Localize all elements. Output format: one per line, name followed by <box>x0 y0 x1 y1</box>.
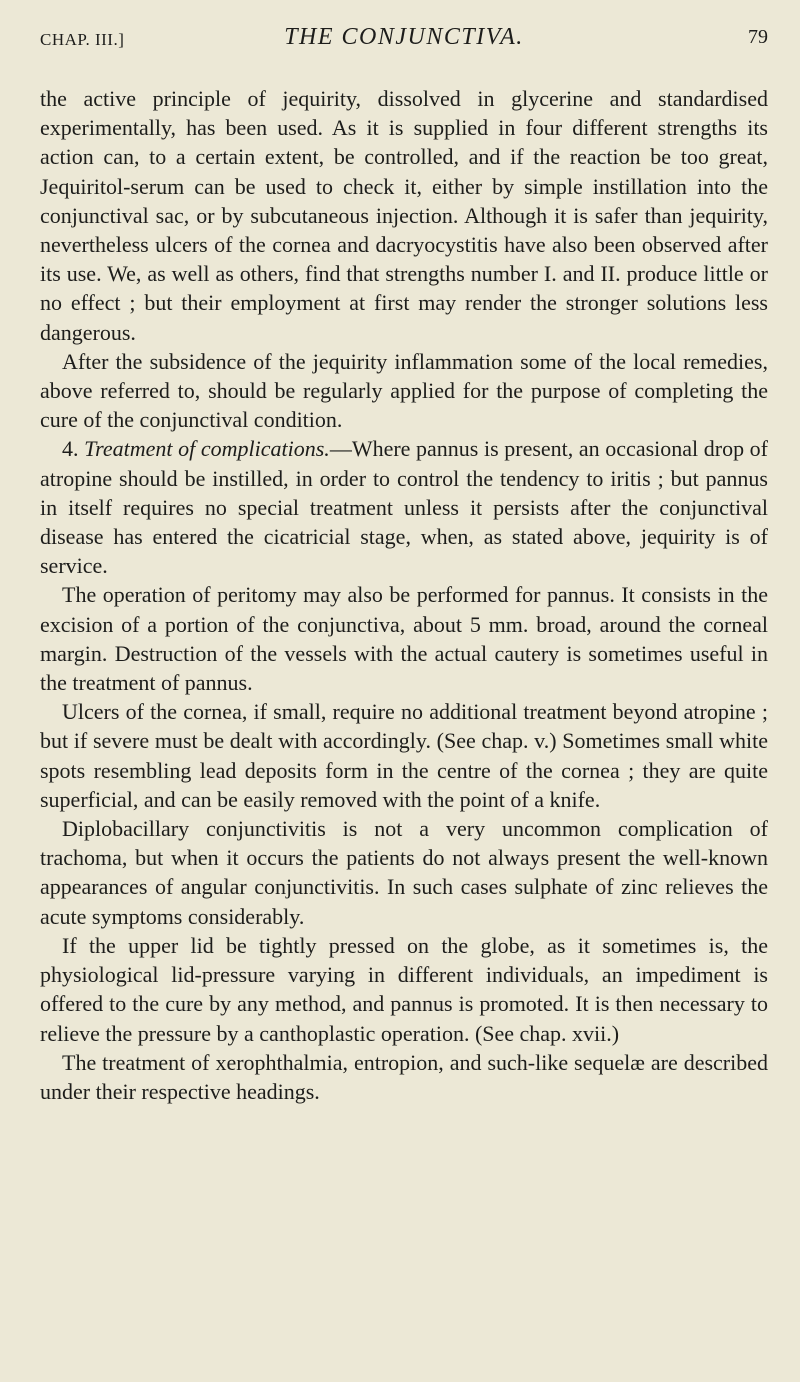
section-number: 4. <box>62 436 85 462</box>
section-text: —Where pannus is present, an occasional drop of atropine should be instilled, in order to control the tendency to iritis ; but pannus in itself requires no special treatment unless it persists after the conjunctival disease has entered the cicatricial stage, when, as stated above, jequirity is of service. <box>40 436 769 579</box>
chapter-label: CHAP. III.] <box>40 30 125 49</box>
paragraph: After the subsidence of the jequirity inflammation some of the local remedies, above referred to, should be regularly applied for the purpose of completing the cure of the conjunctival condition. <box>40 348 768 433</box>
section-heading: Treatment of complications. <box>84 436 330 462</box>
paragraph: Diplobacillary conjunctivitis is not a very uncommon complication of trachoma, but when it occurs the patients do not always present the well-known appearances of angular conjunctivitis. In such cases sulphate of zinc relieves the acute symptoms considerably. <box>40 816 768 929</box>
paragraph-continued: the active principle of jequirity, dissolved in glycerine and standardised experimentally, has been used. As it is supplied in four different strengths its action can, to a certain extent, be controlled, and if the reaction be too great, Jequiritol-serum can be used to check it, either by simple instillation into the conjunctival sac, or by subcutaneous injection. Although it is safer than jequirity, nevertheless ulcers of the cornea and dacryocystitis have also been observed after its use. We, as well as others, find that strengths number I. and II. produce little or no effect ; but their employment at first may render the stronger solutions less dangerous. <box>40 86 768 345</box>
paragraph: If the upper lid be tightly pressed on the globe, as it sometimes is, the physiological lid-pressure varying in different individuals, an impediment is offered to the cure by any method, and pannus is promoted. It is then necessary to relieve the pressure by a canthoplastic operation. (See chap. xvii.) <box>40 932 768 1046</box>
body-text <box>40 84 768 1106</box>
paragraph: Ulcers of the cornea, if small, require no additional treatment beyond atropine ; but if severe must be dealt with accordingly. (See chap. v.) Sometimes small white spots resembling lead deposits form in the centre of the cornea ; they are quite superficial, and can be easily removed with the point of a knife. <box>40 699 768 812</box>
page-title: THE CONJUNCTIVA. <box>284 24 524 50</box>
paragraph-complications <box>40 434 768 580</box>
paragraph: The treatment of xerophthalmia, entropion, and such-like sequelæ are described under their respective headings. <box>40 1049 768 1104</box>
page-number: 79 <box>748 26 768 48</box>
paragraph: The operation of peritomy may also be performed for pannus. It consists in the excision of a portion of the conjunctiva, about 5 mm. broad, around the corneal margin. Destruction of the vessels with the actual cautery is sometimes useful in the treatment of pannus. <box>40 582 768 696</box>
running-head <box>40 22 768 62</box>
